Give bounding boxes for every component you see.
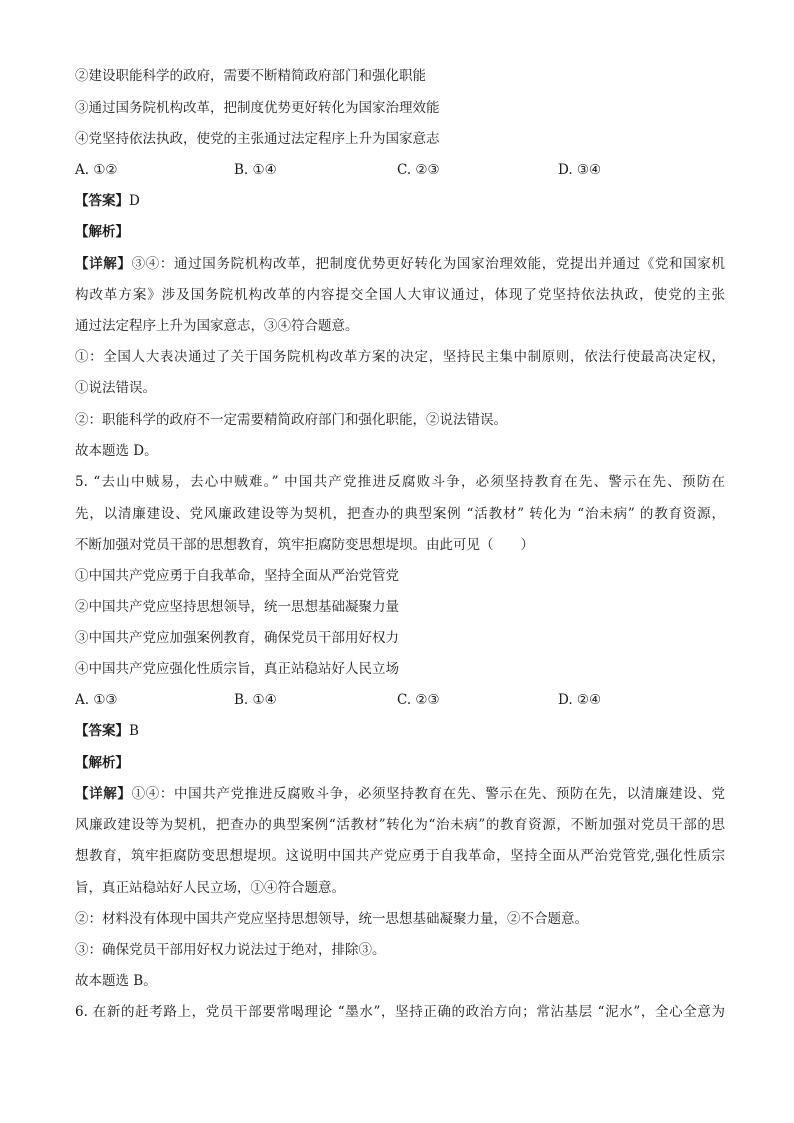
q4-detail-line-3: 通过法定程序上升为国家意志，③④符合题意。 <box>75 318 359 334</box>
q5-detail-line-1 <box>75 784 725 804</box>
q5-statement-4: ④中国共产党应强化性质宗旨，真正站稳站好人民立场 <box>75 661 399 677</box>
q5-conclusion: 故本题选 B。 <box>75 973 157 989</box>
analysis-label: 【解析】 <box>75 755 129 771</box>
q4-detail-line-2: 构改革方案》涉及国务院机构改革的内容提交全国人大审议通过，体现了党坚持依法执政，使党的主张 <box>75 287 725 303</box>
q4-statement-2: ②建设职能科学的政府，需要不断精简政府部门和强化职能 <box>75 68 426 84</box>
detail-text: ③④：通过国务院机构改革，把制度优势更好转化为国家治理效能，党提出并通过《党和国家机 <box>131 256 725 272</box>
q5-wrong-2: ②：材料没有体现中国共产党应坚持思想领导，统一思想基础凝聚力量，②不合题意。 <box>75 911 588 927</box>
q5-option-d: D. ②④ <box>558 692 602 708</box>
q4-wrong-1-line-1: ①：全国人大表决通过了关于国务院机构改革方案的决定，坚持民主集中制原则，依法行使最高决定权， <box>75 349 725 365</box>
q5-analysis-label <box>75 753 725 773</box>
q5-stem-line-1: 5. “去山中贼易，去心中贼难。” 中国共产党推进反腐败斗争，必须坚持教育在先、警示在先、预防在 <box>75 474 725 490</box>
q6-stem-line-1: 6. 在新的赶考路上，党员干部要常喝理论 “墨水”，坚持正确的政治方向；常沾基层 “泥水”，全心全意为 <box>75 1004 725 1020</box>
q4-option-d: D. ③④ <box>558 162 602 178</box>
q4-answer <box>75 191 725 211</box>
q5-detail-line-2: 风廉政建设等为契机，把查办的典型案例“活教材”转化为“治未病”的教育资源，不断加强对党员干部的思 <box>75 817 725 833</box>
q4-conclusion: 故本题选 D。 <box>75 443 158 459</box>
q5-statement-1: ①中国共产党应勇于自我革命，坚持全面从严治党管党 <box>75 568 399 584</box>
answer-label: 【答案】 <box>75 723 129 739</box>
q5-option-b: B. ①④ <box>234 692 277 708</box>
q5-detail-line-4: 旨，真正站稳站好人民立场，①④符合题意。 <box>75 880 345 896</box>
q5-option-c: C. ②③ <box>397 692 440 708</box>
q4-option-c: C. ②③ <box>397 162 440 178</box>
q4-detail-line-1 <box>75 254 725 274</box>
answer-label: 【答案】 <box>75 193 129 209</box>
q4-statement-4: ④党坚持依法执政，使党的主张通过法定程序上升为国家意志 <box>75 131 440 147</box>
answer-value: B <box>129 723 139 739</box>
q4-wrong-1-line-2: ①说法错误。 <box>75 380 156 396</box>
q5-option-a: A. ①③ <box>75 692 118 708</box>
analysis-label: 【解析】 <box>75 224 129 240</box>
q4-wrong-2: ②：职能科学的政府不一定需要精简政府部门和强化职能，②说法错误。 <box>75 412 507 428</box>
answer-value: D <box>129 193 140 209</box>
q5-wrong-3: ③：确保党员干部用好权力说法过于绝对，排除③。 <box>75 942 386 958</box>
detail-label: 【详解】 <box>75 786 132 802</box>
q5-detail-line-3: 想教育，筑牢拒腐防变思想堤坝。这说明中国共产党应勇于自我革命，坚持全面从严治党管党,强化性质宗 <box>75 848 725 864</box>
q4-analysis-label <box>75 222 725 242</box>
q5-stem-line-2: 先，以清廉建设、党风廉政建设等为契机，把查办的典型案例 “活教材” 转化为 “治未病” 的教育资源， <box>75 506 725 522</box>
q5-statement-2: ②中国共产党应坚持思想领导，统一思想基础凝聚力量 <box>75 599 399 615</box>
detail-label: 【详解】 <box>75 256 132 272</box>
q5-stem-line-3: 不断加强对党员干部的思想教育，筑牢拒腐防变思想堤坝。由此可见（ ） <box>75 537 534 553</box>
q4-statement-3: ③通过国务院机构改革，把制度优势更好转化为国家治理效能 <box>75 100 440 116</box>
q4-option-b: B. ①④ <box>234 162 277 178</box>
q5-statement-3: ③中国共产党应加强案例教育，确保党员干部用好权力 <box>75 630 399 646</box>
q4-option-a: A. ①② <box>75 162 118 178</box>
detail-text: ①④：中国共产党推进反腐败斗争，必须坚持教育在先、警示在先、预防在先，以清廉建设、党 <box>131 786 725 802</box>
q5-answer <box>75 721 725 741</box>
